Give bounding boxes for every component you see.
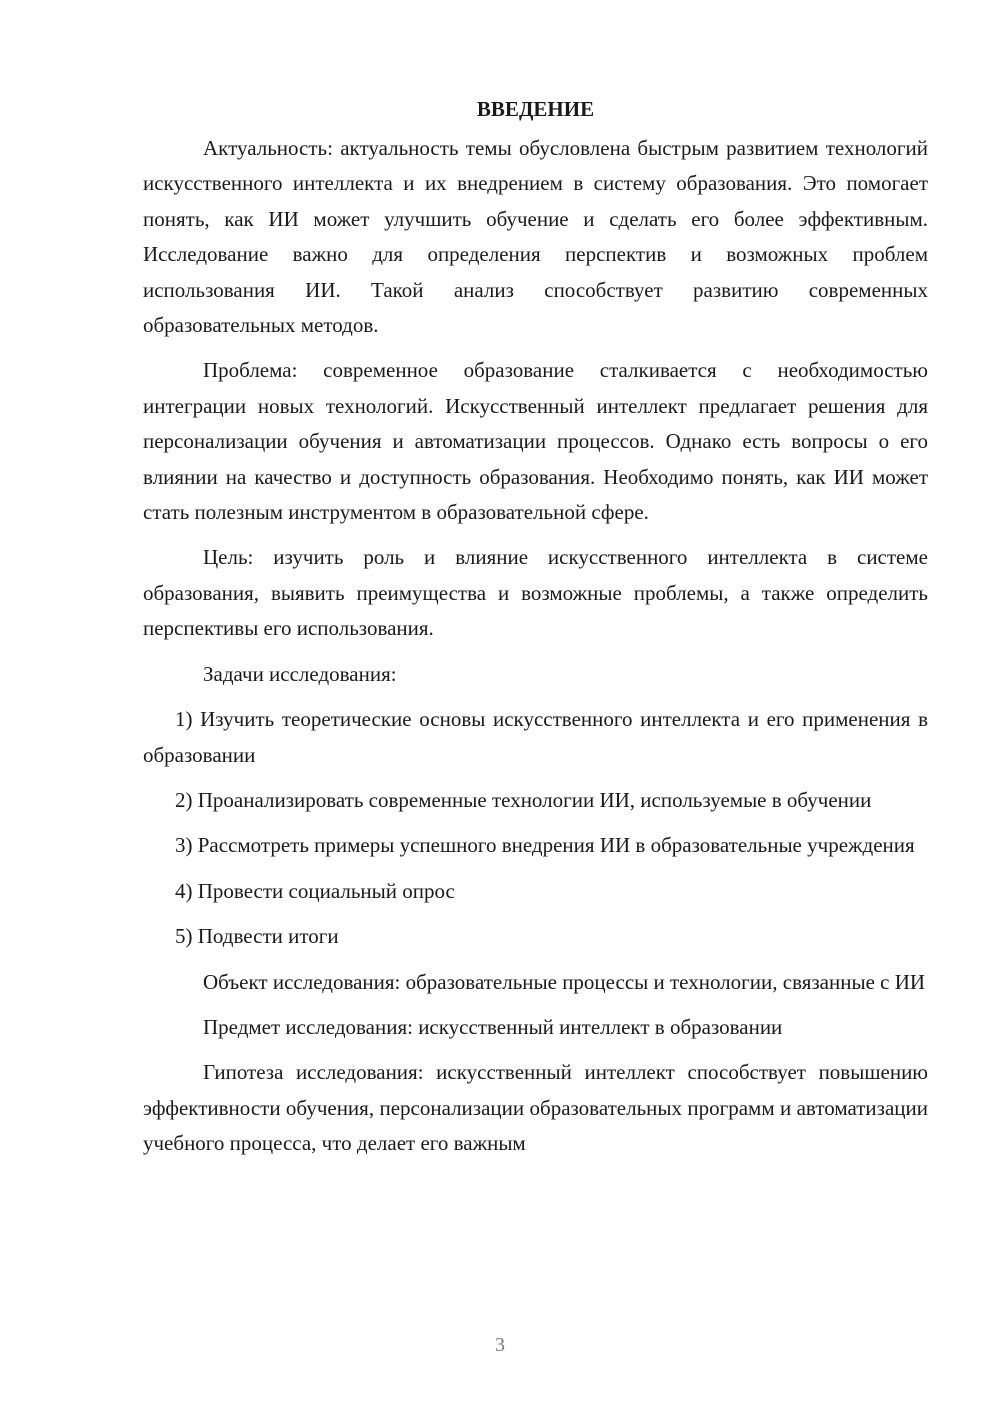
paragraph-relevance: Актуальность: актуальность темы обусловлена быстрым развитием технологий искусственного интеллекта и их внедрением в систему образования. Это помогает понять, как ИИ может улучшить обучение и сделать его более эффективным. Исследование важно для определения перспектив и возможных проблем использования ИИ. Такой анализ способствует развитию современных образовательных методов.: [143, 136, 928, 338]
page-title: ВВЕДЕНИЕ: [476, 97, 595, 121]
paragraph-subject: Предмет исследования: искусственный интеллект в образовании: [203, 1014, 783, 1039]
paragraph-goal: Цель: изучить роль и влияние искусственного интеллекта в системе образования, выявить преимущества и возможные проблемы, а также определить перспективы его использования.: [143, 545, 928, 641]
list-item: 2) Проанализировать современные технологии ИИ, используемые в обучении: [175, 787, 872, 812]
paragraph-tasks-heading: Задачи исследования:: [203, 661, 397, 686]
paragraph-hypothesis: Гипотеза исследования: искусственный интеллект способствует повышению эффективности обучения, персонализации образовательных программ и автоматизации учебного процесса, что делает его важным: [143, 1060, 928, 1156]
page-number: 3: [495, 1334, 505, 1356]
paragraph-object: Объект исследования: образовательные процессы и технологии, связанные с ИИ: [203, 969, 926, 994]
list-item: 4) Провести социальный опрос: [175, 878, 455, 903]
document-page: [143, 92, 928, 1172]
list-item: 1) Изучить теоретические основы искусственного интеллекта и его применения в образовании: [143, 707, 928, 767]
list-item: 3) Рассмотреть примеры успешного внедрения ИИ в образовательные учреждения: [175, 833, 915, 858]
paragraph-problem: Проблема: современное образование сталкивается с необходимостью интеграции новых технологий. Искусственный интеллект предлагает решения для персонализации обучения и автоматизации процессов. Однако есть вопросы о его влиянии на качество и доступность образования. Необходимо понять, как ИИ может стать полезным инструментом в образовательной сфере.: [143, 358, 928, 525]
task-list: [143, 702, 928, 954]
list-item: 5) Подвести итоги: [175, 924, 339, 949]
